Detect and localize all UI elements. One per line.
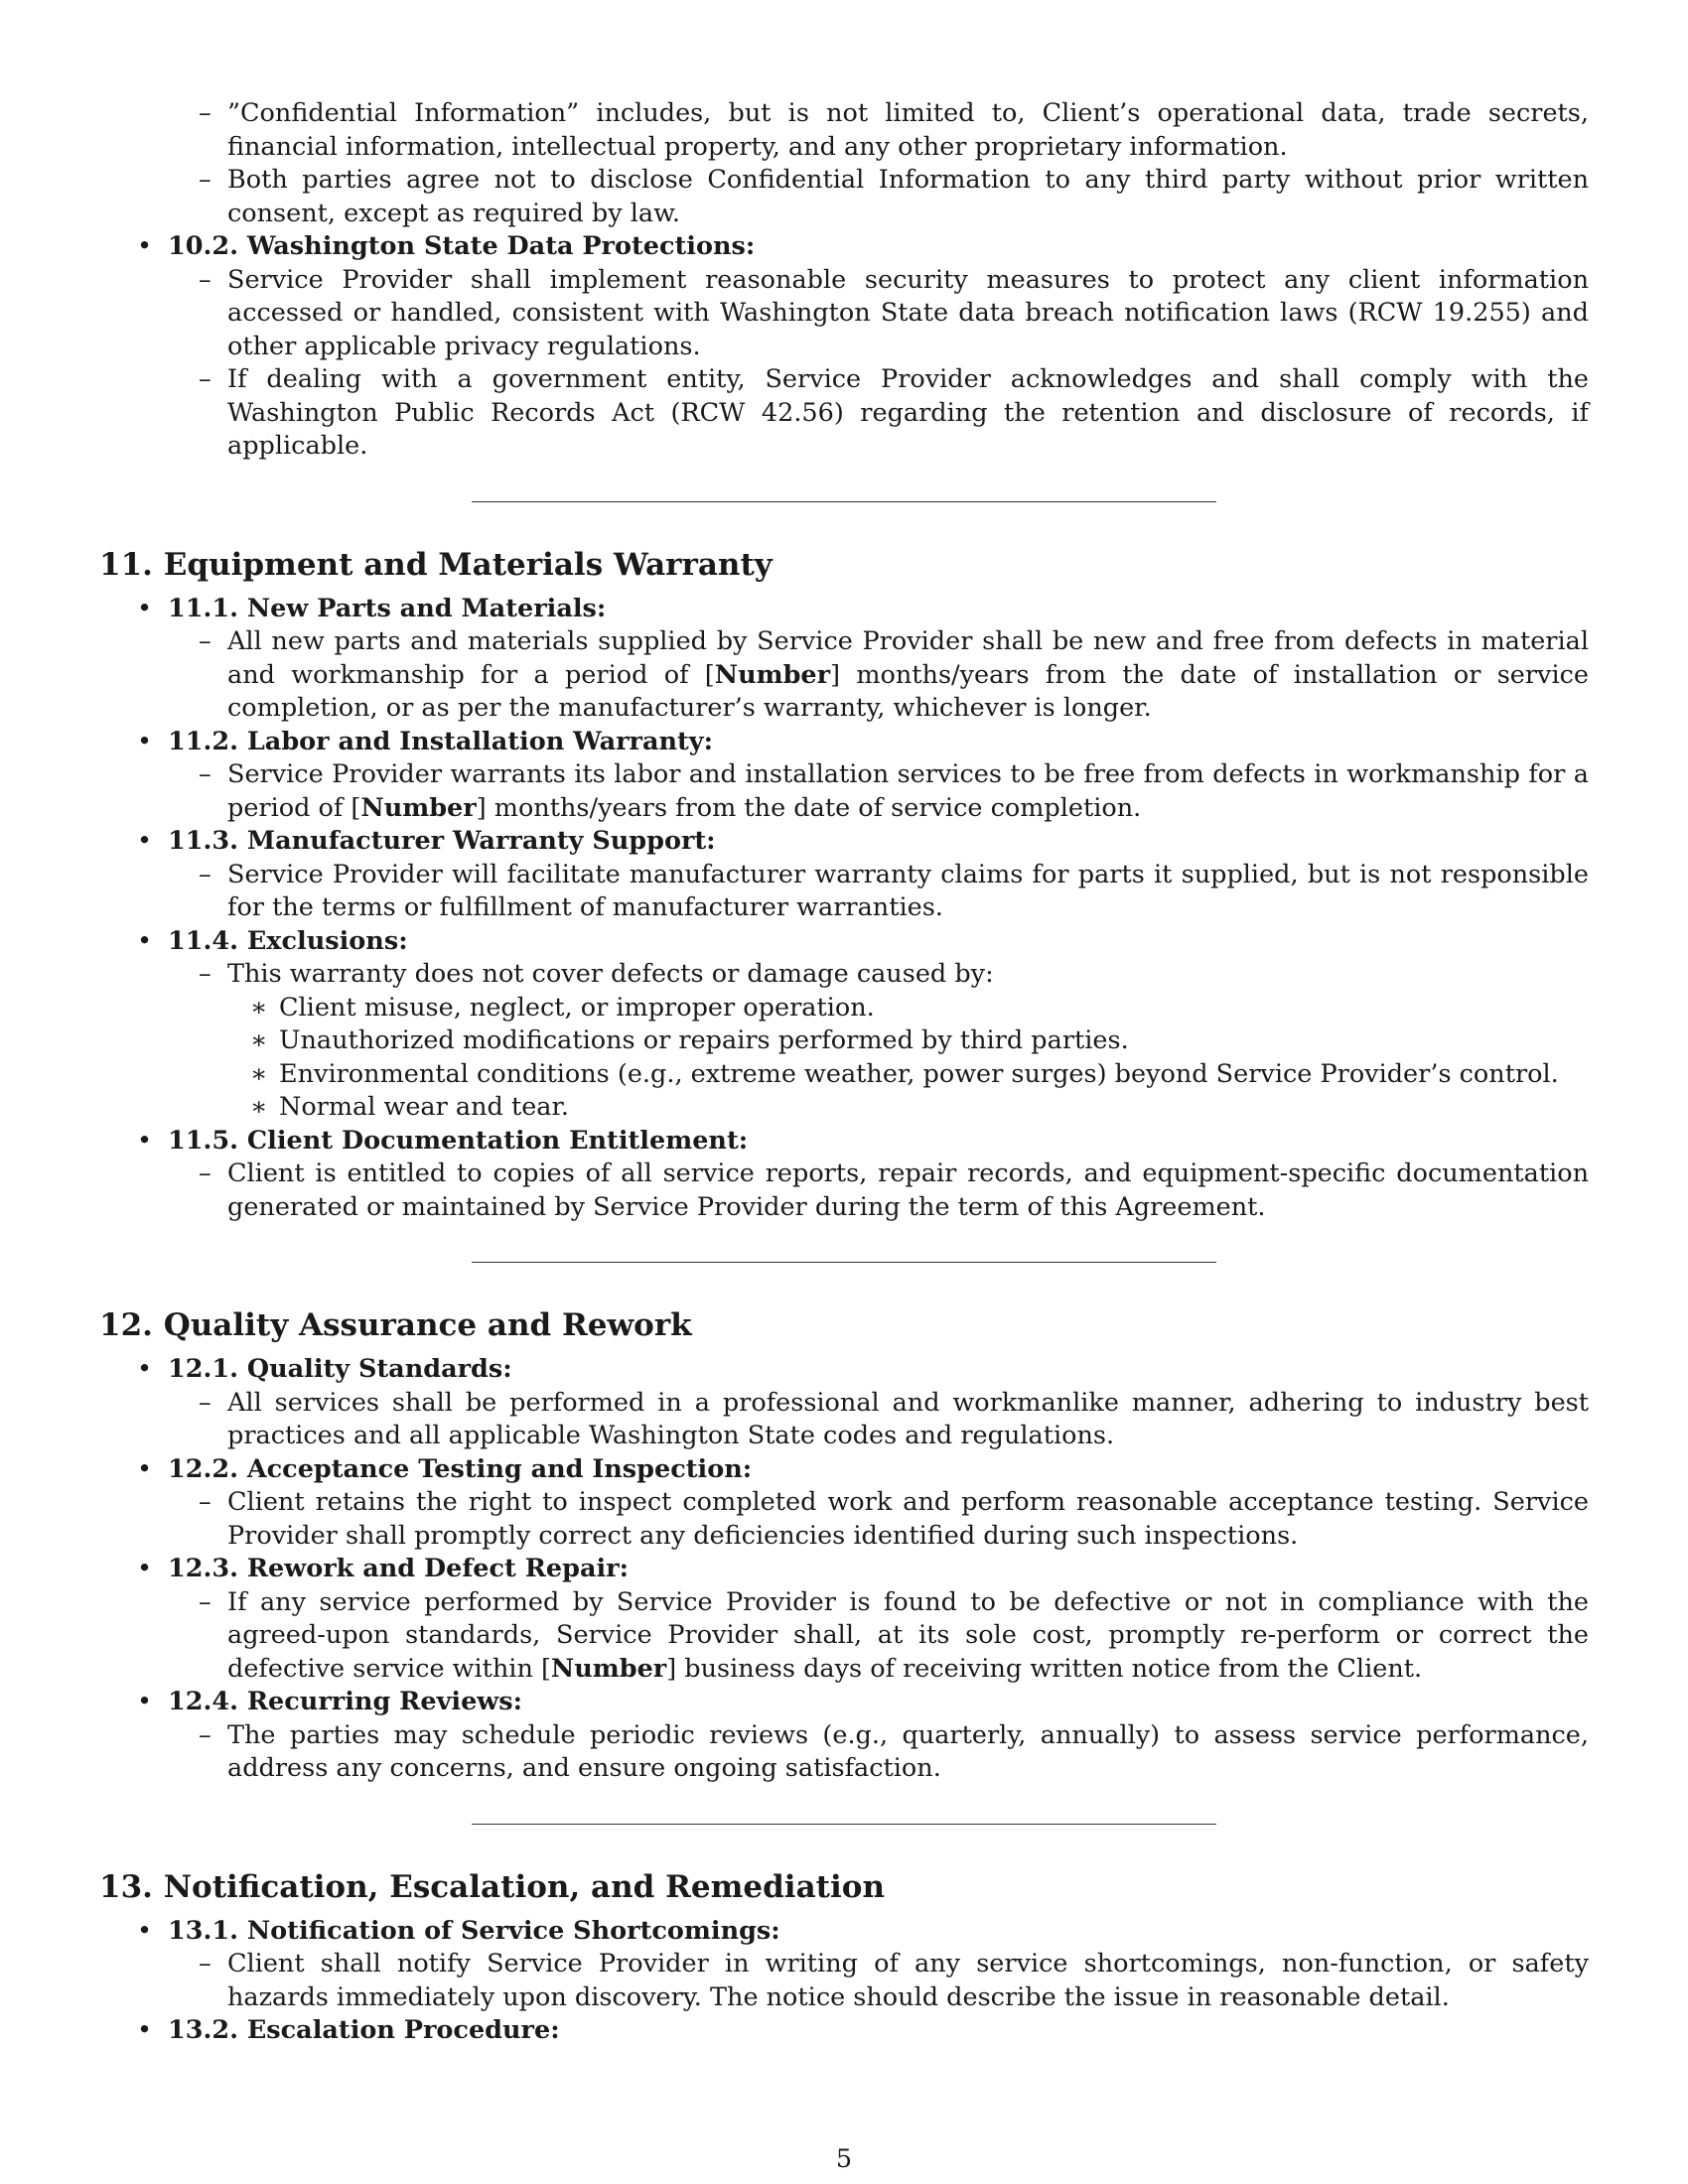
subsection-12-3: [99, 1553, 1589, 1586]
section-12-title: 12. Quality Assurance and Rework: [99, 1307, 692, 1343]
section-11-title: 11. Equipment and Materials Warranty: [99, 546, 773, 583]
sub-list-item: [99, 992, 1589, 1025]
section-divider: [472, 501, 1216, 502]
item-text: ”Confidential Information” includes, but is not limited to, Client’s operational data, trade secrets, financial information, intellectual property, and any other proprietary information.: [227, 98, 1589, 162]
item-text: Normal wear and tear.: [279, 1092, 570, 1122]
list-item: [99, 1948, 1589, 2014]
section-divider: [472, 1262, 1216, 1263]
list-item: [99, 1586, 1589, 1687]
item-text: If any service performed by Service Provider is found to be defective or not in compliance with the agreed-upon standards, Service Provider shall, at its sole cost, promptly re-perform or correct the defective service within [: [227, 1586, 1589, 1684]
subsection-11-2: [99, 726, 1589, 759]
item-text: Unauthorized modifications or repairs performed by third parties.: [279, 1025, 1129, 1055]
list-item: [99, 625, 1589, 726]
item-text: Client misuse, neglect, or improper operation.: [279, 992, 875, 1023]
section-10-continuation: [99, 97, 1589, 464]
list-item: [99, 1486, 1589, 1553]
placeholder-number: Number: [550, 1653, 667, 1684]
document-page: [99, 97, 1589, 2048]
item-text: Service Provider will facilitate manufacturer warranty claims for parts it supplied, but is not responsible for the terms or fulfillment of manufacturer warranties.: [227, 859, 1589, 922]
subsection-label: 11.1. New Parts and Materials:: [168, 593, 607, 623]
item-text: Service Provider shall implement reasonable security measures to protect any client information accessed or handled, consistent with Washington State data breach notification laws (RCW 19.255) and other applicable privacy regulations.: [227, 264, 1589, 361]
sub-list-item: [99, 1091, 1589, 1125]
placeholder-number: Number: [714, 659, 831, 690]
subsection-10-2: [99, 230, 1589, 264]
item-text: The parties may schedule periodic reviews (e.g., quarterly, annually) to assess service performance, address any concerns, and ensure ongoing satisfaction.: [227, 1719, 1589, 1783]
subsection-label: 12.1. Quality Standards:: [168, 1354, 512, 1384]
subsection-label: 13.1. Notification of Service Shortcomings:: [168, 1915, 780, 1946]
list-item: [99, 363, 1589, 464]
subsection-label: 12.3. Rework and Defect Repair:: [168, 1554, 630, 1583]
subsection-11-4: [99, 925, 1589, 959]
list-item: [99, 1719, 1589, 1786]
section-11-body: [99, 593, 1589, 1225]
subsection-label: 12.2. Acceptance Testing and Inspection:: [168, 1453, 753, 1484]
item-text: Service Provider warrants its labor and installation services to be free from defects in workmanship for a period of [: [227, 759, 1589, 823]
subsection-label: 12.4. Recurring Reviews:: [168, 1687, 523, 1716]
subsection-label: 11.2. Labor and Installation Warranty:: [168, 726, 714, 756]
item-text: All new parts and materials supplied by Service Provider shall be new and free from defects in material and workmanship for a period of [: [227, 626, 1589, 690]
subsection-11-5: [99, 1125, 1589, 1159]
list-item: [99, 1158, 1589, 1224]
section-13-body: [99, 1915, 1589, 2048]
list-item: [99, 264, 1589, 364]
section-12-body: [99, 1353, 1589, 1786]
subsection-11-3: [99, 825, 1589, 859]
sub-list-item: [99, 1024, 1589, 1058]
item-text: Client is entitled to copies of all service reports, repair records, and equipment-specific documentation generated or maintained by Service Provider during the term of this Agreement.: [227, 1159, 1589, 1222]
sub-list-item: [99, 1058, 1589, 1092]
item-text: ] months/years from the date of installation or service completion, or as per the manufacturer’s warranty, whichever is longer.: [227, 659, 1589, 723]
section-divider: [472, 1824, 1216, 1825]
subsection-12-2: [99, 1453, 1589, 1487]
item-text: All services shall be performed in a professional and workmanlike manner, adhering to industry best practices and all applicable Washington State codes and regulations.: [227, 1387, 1589, 1450]
subsection-label: 13.2. Escalation Procedure:: [168, 2015, 560, 2045]
subsection-13-1: [99, 1915, 1589, 1949]
item-text: ] business days of receiving written notice from the Client.: [666, 1653, 1423, 1684]
list-item: [99, 1387, 1589, 1453]
subsection-label: 11.3. Manufacturer Warranty Support:: [168, 826, 716, 856]
item-text: This warranty does not cover defects or damage caused by:: [227, 959, 994, 989]
list-item: [99, 97, 1589, 164]
placeholder-number: Number: [360, 792, 477, 823]
list-item: [99, 758, 1589, 825]
subsection-label: 11.5. Client Documentation Entitlement:: [168, 1125, 749, 1156]
item-text: ] months/years from the date of service completion.: [476, 792, 1142, 823]
item-text: Both parties agree not to disclose Confidential Information to any third party without prior written consent, except as required by law.: [227, 165, 1589, 228]
subsection-11-1: [99, 593, 1589, 626]
subsection-label: 11.4. Exclusions:: [168, 925, 408, 956]
subsection-12-4: [99, 1686, 1589, 1719]
subsection-13-2: [99, 2014, 1589, 2048]
list-item: [99, 859, 1589, 925]
item-text: Client retains the right to inspect completed work and perform reasonable acceptance testing. Service Provider shall promptly correct any deficiencies identified during such inspections.: [227, 1487, 1589, 1551]
item-text: If dealing with a government entity, Service Provider acknowledges and shall comply with the Washington Public Records Act (RCW 42.56) regarding the retention and disclosure of records, if applicable.: [227, 364, 1589, 461]
list-item: [99, 164, 1589, 230]
subsection-label: 10.2. Washington State Data Protections:: [168, 231, 756, 261]
item-text: Client shall notify Service Provider in writing of any service shortcomings, non-function, or safety hazards immediately upon discovery. The notice should describe the issue in reasonable detail.: [227, 1949, 1589, 2012]
section-13-title: 13. Notification, Escalation, and Remediation: [99, 1868, 885, 1905]
list-item: [99, 958, 1589, 992]
item-text: Environmental conditions (e.g., extreme weather, power surges) beyond Service Provider’s control.: [279, 1058, 1559, 1089]
page-number: 5: [835, 2144, 853, 2174]
subsection-12-1: [99, 1353, 1589, 1387]
